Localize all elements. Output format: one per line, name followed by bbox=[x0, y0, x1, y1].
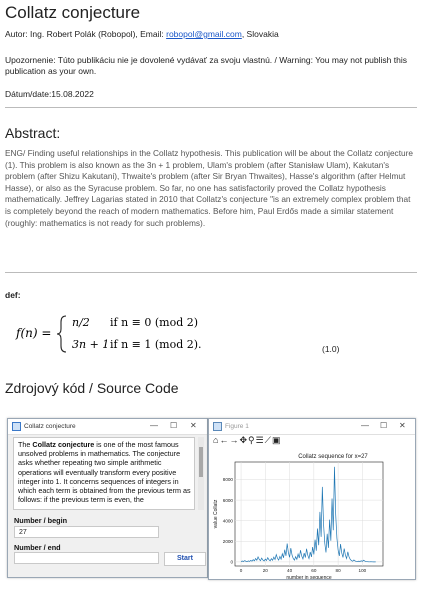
abstract-body: ENG/ Finding useful relationships in the Collatz hypothesis. This publication will be about the Collatz conjecture (1). This problem is also known as the 3n + 1 problem, Ulam's problem (after Stanisław Ulam), Kakutan's problem (after Shizu Kakutani), Thwaite's problem (after Sir Bryan Thwaites), Hasse's algorithm (after Helmut Hasse), or also as the Syracuse problem. So far, no one has satisfactorily proved the Collatz hypothesis mathematically. Jeffrey Lagarias stated in 2010 that Collatz's conjecture "is an extremely complex problem that is completely beyond the reach of modern mathematics. Before him, Paul Erdős made a similar statement (roughly: mathematics is not ready for such problems). bbox=[5, 148, 413, 228]
definition-label: def: bbox=[5, 290, 21, 300]
end-label: Number / end bbox=[14, 543, 61, 552]
edit-axes-icon[interactable]: ⟋ bbox=[264, 435, 272, 445]
x-axis-label: number in sequence bbox=[286, 575, 332, 579]
source-code-heading: Zdrojový kód / Source Code bbox=[5, 380, 179, 396]
y-axis-label: value Collatz bbox=[213, 499, 219, 529]
case2-condition: if n ≡ 1 (mod 2). bbox=[110, 338, 202, 351]
app-icon bbox=[12, 422, 21, 431]
abstract-heading: Abstract: bbox=[5, 125, 61, 141]
minimize-icon[interactable]: — bbox=[361, 421, 369, 430]
plot-area bbox=[235, 462, 383, 566]
begin-input[interactable]: 27 bbox=[14, 526, 159, 538]
y-tick-label: 6000 bbox=[222, 497, 233, 503]
formula-brace bbox=[57, 316, 66, 352]
x-tick-label: 80 bbox=[335, 568, 341, 573]
minimize-icon[interactable]: — bbox=[150, 421, 158, 430]
subplots-icon[interactable]: ☰ bbox=[255, 435, 265, 445]
author-prefix: Autor: Ing. Robert Polák (Robopol), Email: bbox=[5, 29, 167, 39]
figure-titlebar bbox=[209, 419, 415, 435]
author-suffix: , Slovakia bbox=[241, 29, 279, 39]
x-tick-label: 0 bbox=[239, 568, 243, 573]
warning-notice: Upozornenie: Túto publikáciu nie je dovolené vydávať za svoju vlastnú. / Warning: You may not publish this publication as your own. bbox=[5, 55, 407, 76]
close-icon[interactable]: ✕ bbox=[190, 421, 197, 430]
y-tick-label: 0 bbox=[230, 559, 233, 565]
figure-window-title: Figure 1 bbox=[225, 423, 249, 430]
chart-title: Collatz sequence for x=27 bbox=[298, 454, 368, 460]
x-tick-label: 100 bbox=[358, 568, 367, 573]
maximize-icon[interactable]: ☐ bbox=[170, 421, 178, 430]
case2-value: 3n + 1 bbox=[72, 338, 110, 351]
pan-icon[interactable]: ✥ bbox=[239, 435, 248, 445]
save-icon[interactable]: ▣ bbox=[271, 435, 282, 445]
collatz-chart bbox=[209, 449, 415, 579]
x-ticks bbox=[240, 568, 367, 573]
equation-number: (1.0) bbox=[322, 344, 340, 354]
collatz-formula bbox=[14, 308, 234, 360]
y-ticks bbox=[223, 477, 234, 564]
desc-bold-text: Collatz conjecture bbox=[32, 440, 95, 449]
email-link[interactable]: robopol@gmail.com bbox=[166, 29, 242, 39]
description-scrollbar[interactable] bbox=[198, 437, 204, 510]
x-tick-label: 40 bbox=[287, 568, 293, 573]
zoom-icon[interactable]: ⚲ bbox=[247, 435, 256, 445]
begin-label: Number / begin bbox=[14, 516, 68, 525]
close-icon[interactable]: ✕ bbox=[399, 421, 406, 430]
page-title: Collatz conjecture bbox=[5, 3, 141, 22]
back-arrow-icon[interactable]: ← bbox=[219, 435, 230, 445]
desc-text: is one of the most famous unsolved problems in mathematics. The conjecture asks whether repeating two simple arithmetic operations will eventually transform every positive integer into 1. It concerns sequences of integers in which each term is obtained from the previous term as follows: if the previous term is even, the bbox=[18, 440, 191, 505]
x-tick-label: 60 bbox=[311, 568, 317, 573]
desc-text: The bbox=[18, 440, 33, 449]
y-tick-label: 8000 bbox=[222, 477, 233, 483]
app-titlebar bbox=[8, 419, 207, 435]
figure-toolbar bbox=[213, 435, 281, 446]
maximize-icon[interactable]: ☐ bbox=[380, 421, 388, 430]
scrollbar-thumb[interactable] bbox=[199, 447, 203, 477]
author-line bbox=[5, 29, 279, 39]
figure-app-icon bbox=[213, 422, 222, 431]
app-window-title: Collatz conjecture bbox=[24, 423, 76, 430]
home-icon[interactable]: ⌂ bbox=[213, 435, 220, 445]
divider bbox=[5, 272, 417, 273]
end-input[interactable] bbox=[14, 552, 159, 564]
y-tick-label: 2000 bbox=[222, 538, 233, 544]
divider bbox=[5, 107, 417, 108]
case1-condition: if n ≡ 0 (mod 2) bbox=[110, 316, 199, 329]
date-line: Dátum/date:15.08.2022 bbox=[5, 89, 94, 99]
description-textbox[interactable] bbox=[13, 437, 195, 510]
figure-window bbox=[208, 418, 416, 580]
start-button[interactable]: Start bbox=[164, 552, 206, 566]
x-tick-label: 20 bbox=[262, 568, 268, 573]
y-tick-label: 4000 bbox=[222, 518, 233, 524]
collatz-app-window bbox=[7, 418, 208, 578]
forward-arrow-icon[interactable]: → bbox=[229, 435, 240, 445]
case1-value: n/2 bbox=[72, 316, 90, 329]
formula-lhs: f(n) = bbox=[16, 326, 52, 340]
